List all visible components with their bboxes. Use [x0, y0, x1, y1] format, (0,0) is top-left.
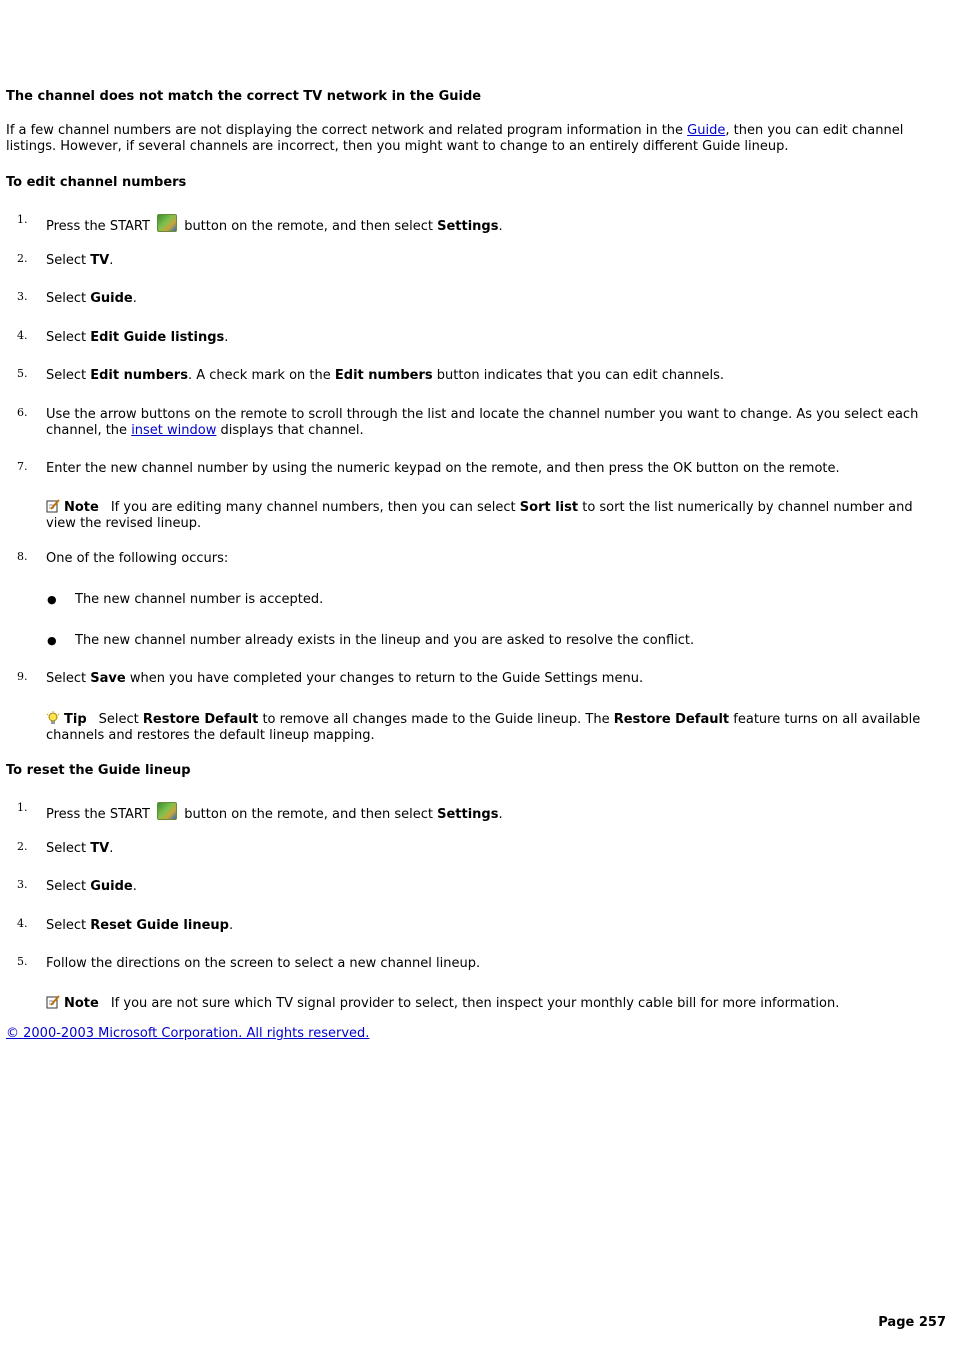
step-number: 2. — [17, 840, 28, 853]
inset-window-link[interactable]: inset window — [131, 423, 217, 438]
step-number: 4. — [17, 329, 28, 342]
bullet-text: The new channel number already exists in the lineup and you are asked to resolve the conflict. — [75, 633, 695, 648]
step-number: 6. — [17, 406, 28, 419]
step-text: Press the START button on the remote, and then select Settings. — [46, 214, 946, 235]
step-text: Select Reset Guide lineup. — [46, 918, 234, 933]
step-number: 4. — [17, 917, 28, 930]
step-text: Select Edit numbers. A check mark on the Edit numbers button indicates that you can edit channels. — [46, 368, 725, 383]
step-text: Enter the new channel number by using the numeric keypad on the remote, and then press the OK button on the remote. — [46, 461, 840, 476]
step-text: Follow the directions on the screen to select a new channel lineup. — [46, 956, 481, 971]
note-pencil-icon — [46, 995, 60, 1009]
start-button-icon — [157, 802, 177, 820]
step-number: 1. — [17, 213, 28, 226]
copyright-link[interactable]: © 2000-2003 Microsoft Corporation. All rights reserved. — [6, 1026, 370, 1041]
step-text: Select Edit Guide listings. — [46, 330, 229, 345]
note-signal-provider: Note If you are not sure which TV signal provider to select, then inspect your monthly cable bill for more information. — [46, 995, 946, 1012]
start-button-icon — [157, 214, 177, 232]
page-title: The channel does not match the correct TV network in the Guide — [6, 89, 482, 104]
step-number: 2. — [17, 252, 28, 265]
intro-paragraph — [6, 123, 926, 155]
guide-link[interactable]: Guide — [687, 123, 726, 138]
step-text: One of the following occurs: — [46, 551, 229, 566]
step-number: 3. — [17, 290, 28, 303]
note-label: Note — [64, 500, 99, 515]
step-text: Select Save when you have completed your changes to return to the Guide Settings menu. — [46, 671, 644, 686]
section-heading-edit-channel: To edit channel numbers — [6, 175, 187, 190]
bullet-dot: ● — [47, 634, 57, 647]
step-text: Use the arrow buttons on the remote to scroll through the list and locate the channel number you want to change. As you select each channel, the inset window displays that channel. — [46, 407, 919, 438]
step-text: Select TV. — [46, 841, 114, 856]
step-number: 5. — [17, 955, 28, 968]
step-number: 3. — [17, 878, 28, 891]
step-text: Press the START button on the remote, and then select Settings. — [46, 802, 946, 823]
step-text: Select TV. — [46, 253, 114, 268]
bullet-dot: ● — [47, 593, 57, 606]
tip-restore-default: Tip Select Restore Default to remove all changes made to the Guide lineup. The Restore Default feature turns on all available channels and restores the default lineup mapping. — [46, 712, 921, 743]
step-number: 5. — [17, 367, 28, 380]
page-number: Page 257 — [878, 1315, 946, 1330]
section-heading-reset-lineup: To reset the Guide lineup — [6, 763, 191, 778]
lightbulb-icon — [46, 711, 60, 725]
tip-label: Tip — [64, 712, 87, 727]
note-sort-list: Note If you are editing many channel numbers, then you can select Sort list to sort the list numerically by channel number and view the revised lineup. — [46, 500, 913, 531]
note-label: Note — [64, 996, 99, 1011]
note-pencil-icon — [46, 499, 60, 513]
intro-text-after: , then you can edit channel listings. However, if several channels are incorrect, then you might want to change to an entirely different Guide lineup. — [6, 123, 904, 154]
step-number: 9. — [17, 670, 28, 683]
step-number: 1. — [17, 801, 28, 814]
step-number: 8. — [17, 550, 28, 563]
bullet-text: The new channel number is accepted. — [75, 592, 324, 607]
step-text: Select Guide. — [46, 879, 137, 894]
intro-text-before: If a few channel numbers are not displaying the correct network and related program information in the — [6, 123, 688, 138]
step-number: 7. — [17, 460, 28, 473]
step-text: Select Guide. — [46, 291, 137, 306]
